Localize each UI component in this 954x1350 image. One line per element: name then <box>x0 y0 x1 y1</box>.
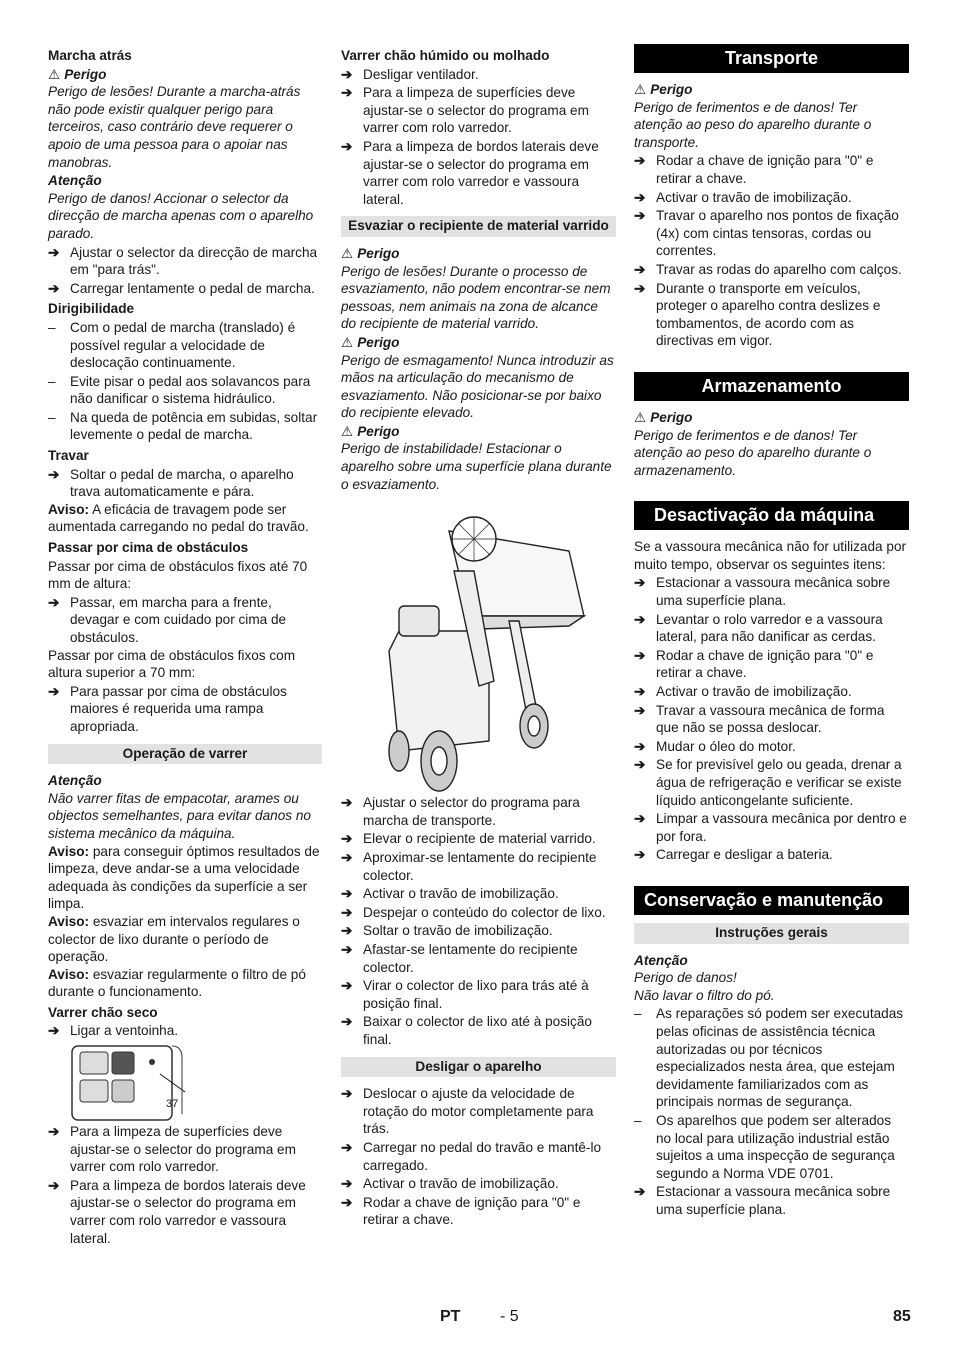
list-item: ➔ Travar o aparelho nos pontos de fixação (4x) com cintas tensoras, cordas ou correntes. <box>634 208 899 259</box>
arrow-right-icon: ➔ <box>634 280 646 296</box>
list-item: ➔ Afastar-se lentamente do recipiente colector. <box>341 942 578 975</box>
arrow-right-icon: ➔ <box>634 738 646 754</box>
section-title: Varrer chão seco <box>48 1004 158 1020</box>
section-header: Transporte <box>634 44 909 73</box>
arrow-right-icon: ➔ <box>341 831 353 847</box>
warning-triangle-icon: ⚠ <box>634 409 647 425</box>
list-item: ➔ Travar a vassoura mecânica de forma que não se possa deslocar. <box>634 702 885 736</box>
warning-text: Perigo de ferimentos e de danos! Ter atenção ao peso do aparelho durante o armazenamento. <box>634 427 872 478</box>
list-item: ➔ Limpar a vassoura mecânica por dentro e por fora. <box>634 811 907 844</box>
list-item: – As reparações só podem ser executadas pelas oficinas de assistência técnica autorizadas ou por técnicos especializados nesta área, que estejam devidamente familiarizados com as principais normas de segurança. <box>634 1006 904 1110</box>
caution-label: Atenção <box>48 773 102 789</box>
list-item: ➔ Estacionar a vassoura mecânica sobre uma superfície plana. <box>634 1184 891 1217</box>
list-item: ➔ Para a limpeza de bordos laterais deve ajustar-se o selector do programa em varrer com rolo varredor e vassoura lateral. <box>341 138 599 207</box>
caution-text: Perigo de danos! Accionar o selector da direcção de marcha apenas com o aparelho parado. <box>48 190 314 241</box>
sweeper-figure <box>341 493 616 793</box>
list-item: ➔ Desligar ventilador. <box>341 66 479 82</box>
warning-text: Perigo de esmagamento! Nunca introduzir as mãos na articulação do mecanismo de esvaziamento. Não posicionar-se por baixo do recipiente elevado. <box>341 352 614 421</box>
list-item: ➔ Rodar a chave de ignição para "0" e retirar a chave. <box>634 647 874 681</box>
warning-text: Perigo de lesões! Durante o processo de esvaziamento, não podem encontrar-se nem pessoas, nem animais na zona de alcance do recipiente de material varrido. <box>341 263 611 332</box>
warning-label: ⚠ Perigo <box>341 423 400 439</box>
list-item: ➔ Ajustar o selector do programa para marcha de transporte. <box>341 795 580 828</box>
arrow-right-icon: ➔ <box>48 594 60 610</box>
subsection-bar: Esvaziar o recipiente de material varrido <box>341 216 616 237</box>
subsection-bar: Operação de varrer <box>48 744 322 765</box>
section-header: Conservação e manutenção <box>634 886 909 915</box>
list-item: ➔ Soltar o pedal de marcha, o aparelho trava automaticamente e pára. <box>48 466 294 500</box>
list-item: – Os aparelhos que podem ser alterados no local para utilização industrial estão sujeitos a uma inspecção de segurança segundo a Norma VDE 0701. <box>634 1112 895 1181</box>
list-item: ➔ Activar o travão de imobilização. <box>341 886 559 902</box>
list-item: ➔ Soltar o travão de imobilização. <box>341 923 553 939</box>
list-item: – Com o pedal de marcha (translado) é possível regular a velocidade de deslocação continuamente. <box>48 319 296 371</box>
list-item: ➔ Para passar por cima de obstáculos maiores é requerida uma rampa apropriada. <box>48 683 287 734</box>
list-item: ➔ Mudar o óleo do motor. <box>634 738 796 754</box>
warning-label: ⚠ Perigo <box>341 245 400 261</box>
sweeper-image <box>369 511 599 801</box>
note: Aviso: A eficácia de travagem pode ser aumentada carregando no pedal do travão. <box>48 501 309 535</box>
caution-text: Perigo de danos! <box>634 970 737 986</box>
section-title: Passar por cima de obstáculos <box>48 540 249 556</box>
arrow-right-icon: ➔ <box>634 153 646 169</box>
arrow-right-icon: ➔ <box>341 1194 353 1210</box>
arrow-right-icon: ➔ <box>48 1023 60 1039</box>
caution-text: Não lavar o filtro do pó. <box>634 987 775 1003</box>
list-item: ➔ Carregar no pedal do travão e mantê-lo carregado. <box>341 1139 602 1173</box>
list-item: ➔ Activar o travão de imobilização. <box>634 684 852 700</box>
warning-text: Perigo de ferimentos e de danos! Ter atenção ao peso do aparelho durante o transporte. <box>634 99 872 150</box>
note: Aviso: para conseguir óptimos resultados de limpeza, deve andar-se a uma velocidade adequada às condições da superfície a ser limpa. <box>48 843 320 912</box>
arrow-right-icon: ➔ <box>341 850 353 866</box>
list-item: ➔ Ligar a ventoinha. <box>48 1023 179 1039</box>
arrow-right-icon: ➔ <box>634 261 646 277</box>
arrow-right-icon: ➔ <box>341 978 353 994</box>
arrow-right-icon: ➔ <box>634 684 646 700</box>
warning-text: Perigo de lesões! Durante a marcha-atrás não pode existir qualquer perigo para terceiros, caso contrário deve requerer o apoio de uma pessoa para o apoiar nas manobras. <box>48 84 301 170</box>
caution-text: Não varrer fitas de empacotar, arames ou objectos semelhantes, para evitar danos no sistema mecânico da máquina. <box>48 790 311 841</box>
arrow-right-icon: ➔ <box>634 647 646 663</box>
arrow-right-icon: ➔ <box>634 189 646 205</box>
arrow-right-icon: ➔ <box>634 702 646 718</box>
list-item: ➔ Activar o travão de imobilização. <box>634 189 852 205</box>
arrow-right-icon: ➔ <box>341 1086 353 1102</box>
list-item: ➔ Carregar lentamente o pedal de marcha. <box>48 280 315 296</box>
arrow-right-icon: ➔ <box>341 942 353 957</box>
section-header: Armazenamento <box>634 372 909 401</box>
list-item: ➔ Para a limpeza de superfícies deve ajustar-se o selector do programa em varrer com rolo varredor. <box>341 85 589 136</box>
figure-label: 37 <box>166 1098 179 1111</box>
note: Aviso: esvaziar regularmente o filtro de pó durante o funcionamento. <box>48 966 306 1000</box>
paragraph: Passar por cima de obstáculos fixos com altura superior a 70 mm: <box>48 647 296 681</box>
list-item: ➔ Para a limpeza de superfícies deve ajustar-se o selector do programa em varrer com rolo varredor. <box>48 1124 296 1175</box>
caution-label: Atenção <box>634 952 688 968</box>
arrow-right-icon: ➔ <box>634 847 646 863</box>
column-3 <box>634 44 909 1218</box>
note: Aviso: esvaziar em intervalos regulares o colector de lixo durante o período de operação. <box>48 913 300 965</box>
arrow-right-icon: ➔ <box>48 1124 60 1140</box>
arrow-right-icon: ➔ <box>48 683 60 699</box>
arrow-right-icon: ➔ <box>634 811 646 827</box>
column-1 <box>48 44 322 1247</box>
section-header: Desactivação da máquina <box>634 501 909 530</box>
warning-label: ⚠ Perigo <box>341 334 400 350</box>
list-item: ➔ Despejar o conteúdo do colector de lixo. <box>341 904 606 920</box>
warning-triangle-icon: ⚠ <box>341 334 354 350</box>
list-item: ➔ Travar as rodas do aparelho com calços. <box>634 261 902 277</box>
control-panel-figure <box>48 1040 322 1122</box>
list-item: ➔ Durante o transporte em veículos, proteger o aparelho contra deslizes e tombamentos, de acordo com as directivas em vigor. <box>634 280 881 349</box>
list-item: ➔ Activar o travão de imobilização. <box>341 1176 559 1192</box>
list-item: ➔ Rodar a chave de ignição para "0" e retirar a chave. <box>634 153 874 186</box>
arrow-right-icon: ➔ <box>634 611 646 627</box>
warning-triangle-icon: ⚠ <box>48 66 61 82</box>
arrow-right-icon: ➔ <box>341 1014 353 1030</box>
arrow-right-icon: ➔ <box>634 1184 646 1200</box>
list-item: ➔ Ajustar o selector da direcção de marcha em "para trás". <box>48 244 318 278</box>
arrow-right-icon: ➔ <box>341 923 353 939</box>
arrow-right-icon: ➔ <box>341 795 353 811</box>
arrow-right-icon: ➔ <box>634 208 646 224</box>
list-item: ➔ Se for previsível gelo ou geada, drenar a água de refrigeração e verificar se existe líquido anticongelante suficiente. <box>634 757 902 808</box>
arrow-right-icon: ➔ <box>341 66 353 82</box>
control-panel-image <box>70 1044 220 1126</box>
footer-language: PT <box>440 1308 461 1325</box>
column-2 <box>341 44 616 1229</box>
arrow-right-icon: ➔ <box>48 1177 60 1193</box>
warning-triangle-icon: ⚠ <box>341 423 354 439</box>
arrow-right-icon: ➔ <box>341 138 353 154</box>
warning-label: ⚠ Perigo <box>634 409 693 425</box>
arrow-right-icon: ➔ <box>341 904 353 920</box>
list-item: – Na queda de potência em subidas, soltar levemente o pedal de marcha. <box>48 409 318 443</box>
caution-label: Atenção <box>48 173 102 189</box>
list-item: ➔ Rodar a chave de ignição para "0" e retirar a chave. <box>341 1194 581 1228</box>
subsection-bar: Instruções gerais <box>634 923 909 944</box>
arrow-right-icon: ➔ <box>48 466 60 482</box>
warning-triangle-icon: ⚠ <box>634 82 647 97</box>
list-item: ➔ Aproximar-se lentamente do recipiente colector. <box>341 850 597 883</box>
warning-triangle-icon: ⚠ <box>341 245 354 261</box>
list-item: ➔ Elevar o recipiente de material varrido. <box>341 831 596 847</box>
list-item: ➔ Carregar e desligar a bateria. <box>634 847 833 863</box>
section-title: Marcha atrás <box>48 48 132 63</box>
warning-text: Perigo de instabilidade! Estacionar o aparelho sobre uma superfície plana durante o esvaziamento. <box>341 441 612 492</box>
arrow-right-icon: ➔ <box>341 1139 353 1155</box>
list-item: ➔ Deslocar o ajuste da velocidade de rotação do motor completamente para trás. <box>341 1086 594 1137</box>
section-title: Varrer chão húmido ou molhado <box>341 48 550 63</box>
section-title: Travar <box>48 448 89 464</box>
section-title: Dirigibilidade <box>48 301 135 317</box>
arrow-right-icon: ➔ <box>341 886 353 902</box>
footer-subpage: - 5 <box>500 1308 519 1325</box>
arrow-right-icon: ➔ <box>48 244 60 260</box>
arrow-right-icon: ➔ <box>341 1176 353 1192</box>
warning-label: ⚠ Perigo <box>634 82 693 97</box>
arrow-right-icon: ➔ <box>634 757 646 773</box>
warning-label: ⚠ Perigo <box>48 66 107 82</box>
arrow-right-icon: ➔ <box>48 280 60 296</box>
list-item: ➔ Levantar o rolo varredor e a vassoura lateral, para não danificar as cerdas. <box>634 611 883 645</box>
paragraph: Passar por cima de obstáculos fixos até 70 mm de altura: <box>48 558 308 592</box>
arrow-right-icon: ➔ <box>634 575 646 591</box>
list-item: ➔ Passar, em marcha para a frente, devagar e com cuidado por cima de obstáculos. <box>48 594 287 645</box>
paragraph: Se a vassoura mecânica não for utilizada por muito tempo, observar os seguintes itens: <box>634 539 907 572</box>
list-item: – Evite pisar o pedal aos solavancos para não danificar o sistema hidráulico. <box>48 373 311 407</box>
list-item: ➔ Baixar o colector de lixo até à posição final. <box>341 1014 592 1047</box>
subsection-bar: Desligar o aparelho <box>341 1057 616 1078</box>
page-number: 85 <box>893 1308 911 1325</box>
list-item: ➔ Virar o colector de lixo para trás até à posição final. <box>341 978 589 1011</box>
arrow-right-icon: ➔ <box>341 85 353 101</box>
list-item: ➔ Estacionar a vassoura mecânica sobre uma superfície plana. <box>634 575 891 609</box>
list-item: ➔ Para a limpeza de bordos laterais deve ajustar-se o selector do programa em varrer com rolo varredor e vassoura lateral. <box>48 1177 306 1246</box>
